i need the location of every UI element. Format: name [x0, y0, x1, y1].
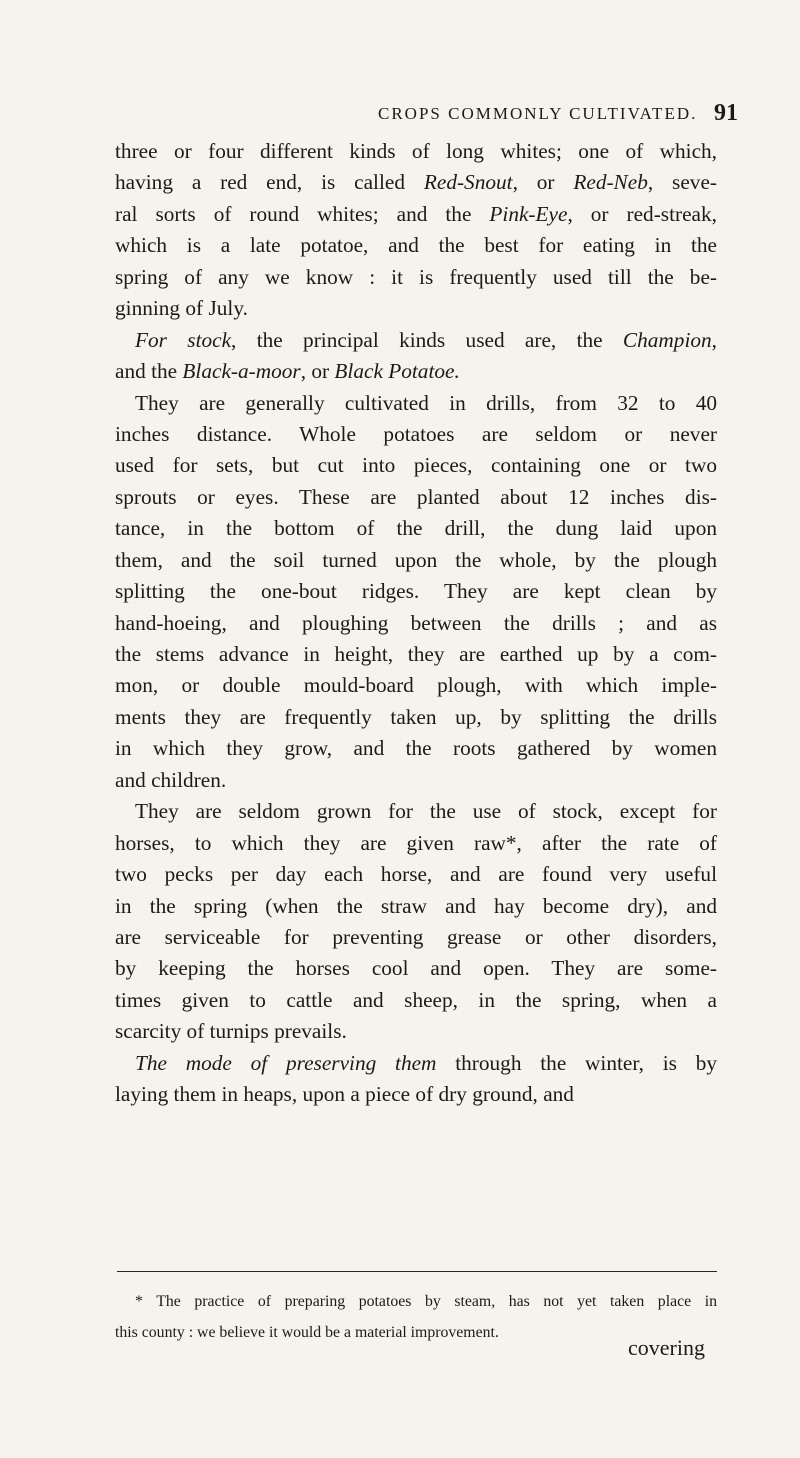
body-text — [115, 136, 717, 1111]
text-run: , or — [300, 359, 335, 384]
text-line — [115, 293, 717, 324]
text-run: , or red-streak, — [567, 201, 717, 226]
text-run: sprouts or eyes. These are planted about 12 inches dis- — [115, 484, 717, 509]
text-run: two pecks per day each horse, and are found very useful — [115, 862, 717, 887]
text-run: by keeping the horses cool and open. They are some- — [115, 956, 717, 981]
text-run: ginning of July. — [115, 296, 248, 321]
text-run: are serviceable for preventing grease or other disorders, — [115, 924, 717, 949]
text-line — [115, 545, 717, 576]
text-line — [115, 891, 717, 922]
text-line — [115, 167, 717, 198]
italic-text: Red-Snout — [423, 170, 513, 195]
text-line — [115, 1048, 717, 1079]
text-run: , the principal kinds used are, the — [231, 327, 623, 352]
text-line — [115, 702, 717, 733]
running-head: CROPS COMMONLY CULTIVATED. — [378, 104, 698, 123]
text-run: and the — [115, 359, 183, 384]
italic-text: Champion — [622, 327, 712, 352]
text-run: They are seldom grown for the use of stock, except for — [135, 799, 717, 824]
page-header — [0, 100, 800, 134]
text-line — [115, 262, 717, 293]
text-line — [115, 482, 717, 513]
italic-text: Black Potatoe. — [334, 359, 460, 384]
text-run: inches distance. Whole potatoes are seldom or never — [115, 421, 717, 446]
text-run: , seve- — [647, 170, 717, 195]
text-line — [115, 1016, 717, 1047]
text-line — [115, 356, 717, 387]
footnote-line: this county : we believe it would be a material improvement. — [115, 1324, 499, 1342]
text-run: splitting the one-bout ridges. They are kept clean by — [115, 579, 717, 604]
text-line — [115, 450, 717, 481]
text-line — [115, 230, 717, 261]
italic-text: Pink-Eye — [489, 201, 568, 226]
text-line — [115, 325, 717, 356]
footnote — [115, 1290, 717, 1353]
text-run: them, and the soil turned upon the whole, by the plough — [115, 547, 717, 572]
italic-text: The mode of preserving them — [135, 1050, 437, 1075]
text-run: which is a late potatoe, and the best for eating in the — [115, 233, 717, 258]
footnote-line: * The practice of preparing potatoes by steam, has not yet taken place in — [135, 1293, 717, 1310]
text-line — [115, 733, 717, 764]
text-run: mon, or double mould-board plough, with which imple- — [115, 673, 717, 698]
text-run: ments they are frequently taken up, by splitting the drills — [115, 704, 717, 729]
text-run: They are generally cultivated in drills, from 32 to 40 — [135, 390, 717, 415]
text-line — [115, 513, 717, 544]
text-run: scarcity of turnips prevails. — [115, 1019, 347, 1044]
text-run: having a red end, is called — [115, 170, 424, 195]
text-line — [115, 985, 717, 1016]
text-run: , or — [512, 170, 574, 195]
italic-text: Black-a-moor — [182, 359, 301, 384]
text-line — [115, 419, 717, 450]
text-line — [115, 670, 717, 701]
text-line — [115, 576, 717, 607]
text-run: ral sorts of round whites; and the — [115, 201, 490, 226]
page-number: 91 — [714, 100, 738, 126]
text-line — [115, 828, 717, 859]
text-run: laying them in heaps, upon a piece of dry ground, and — [115, 1082, 574, 1107]
text-run: used for sets, but cut into pieces, containing one or two — [115, 453, 717, 478]
text-line — [115, 922, 717, 953]
text-line — [115, 136, 717, 167]
text-line — [115, 859, 717, 890]
text-line — [115, 639, 717, 670]
text-run: the stems advance in height, they are earthed up by a com- — [115, 642, 717, 666]
text-run: in which they grow, and the roots gathered by women — [115, 736, 717, 761]
text-line — [115, 199, 717, 230]
text-run: tance, in the bottom of the drill, the dung laid upon — [115, 516, 717, 541]
text-line — [115, 608, 717, 639]
italic-text: Red-Neb — [573, 170, 648, 195]
footnote-rule — [117, 1271, 717, 1272]
text-line — [115, 953, 717, 984]
text-run: spring of any we know : it is frequently used till the be- — [115, 264, 717, 289]
text-run: through the winter, is by — [436, 1050, 717, 1075]
text-line — [115, 1079, 717, 1110]
text-run: and children. — [115, 767, 227, 792]
text-line — [115, 796, 717, 827]
text-run: times given to cattle and sheep, in the spring, when a — [115, 987, 717, 1012]
text-run: hand-hoeing, and ploughing between the drills ; and as — [115, 610, 717, 635]
catchword: covering — [628, 1335, 705, 1360]
text-line — [115, 388, 717, 419]
italic-text: For stock — [135, 327, 232, 352]
text-run: horses, to which they are given raw*, after the rate of — [115, 830, 717, 855]
text-run: in the spring (when the straw and hay become dry), and — [115, 893, 717, 918]
text-run: , — [711, 327, 717, 352]
text-run: three or four different kinds of long whites; one of which, — [115, 139, 717, 163]
text-line — [115, 765, 717, 796]
